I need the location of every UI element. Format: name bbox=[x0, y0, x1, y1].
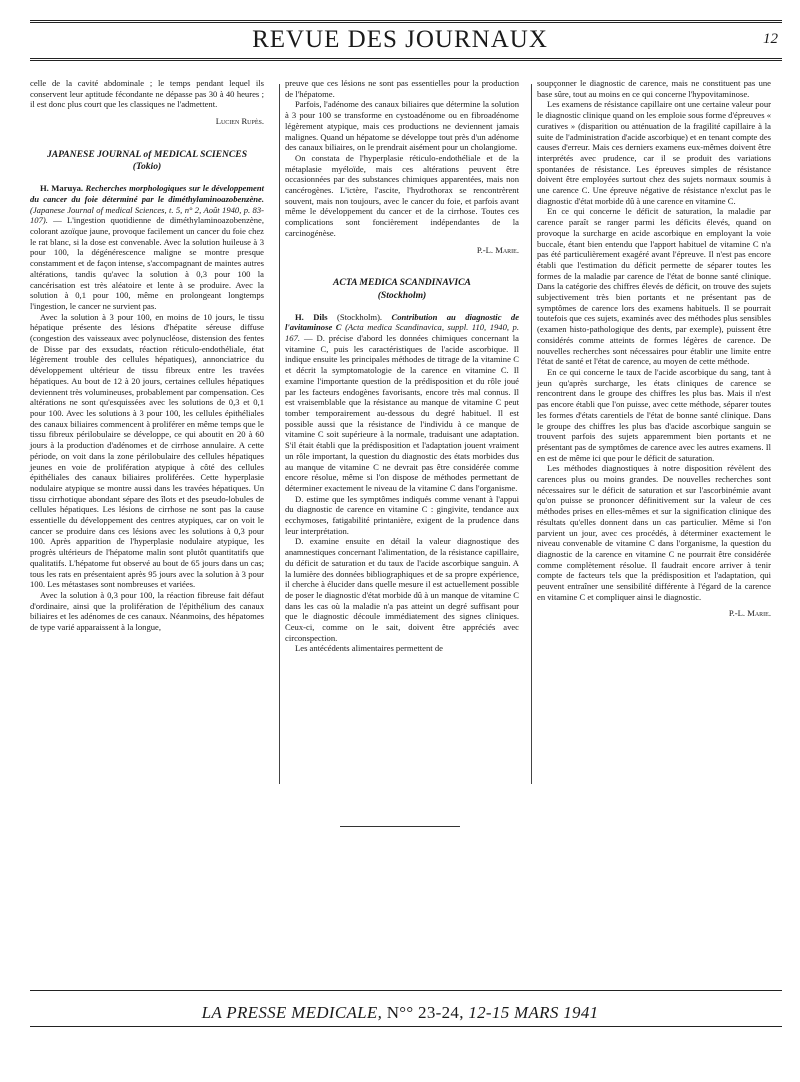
article-paragraph bbox=[285, 312, 519, 494]
footer-issue: N°° 23-24, bbox=[386, 1003, 464, 1022]
paragraph: Les méthodes diagnostiques à notre disposition révèlent des carences plus ou moins grandes. De nouvelles recherches sont nécessaires sur le déficit de saturation et sur l'ascorbinémie avant qu'on puisse se prononcer définitivement sur la valeur de ces méthodes prises en elles-mêmes et sur la signification clinique des résultats qu'elles donnent dans un cas particulier. Même si l'on parvient un jour, avec ces procédés, à déterminer exactement le niveau convenable de vitamine C dans l'organisme, la question du diagnostic de la carence en vitamine C ne pourrait être considérée comme complètement résolue. Il faudrait encore arriver à tenir compte de facteurs tels que la prédisposition et l'adaptation, qui peuvent entraîner une sensibilité différente à l'égard de la carence en vitamine C et compliquer ainsi le diagnostic. bbox=[537, 463, 771, 602]
header-top-rule bbox=[30, 20, 782, 23]
column-separator bbox=[531, 84, 532, 784]
paragraph: preuve que ces lésions ne sont pas essentielles pour la production de l'hépatome. bbox=[285, 78, 519, 99]
paragraph: D. estime que les symptômes indiqués comme venant à l'appui du diagnostic de carence en vitamine C : gingivite, tendance aux ecchymoses, fatigabilité printanière, exigent de la prudence dans leur interprétation. bbox=[285, 493, 519, 536]
author-name: H. Maruya. bbox=[40, 183, 84, 194]
author-name: H. Dils bbox=[295, 311, 328, 322]
paragraph: Parfois, l'adénome des canaux biliaires que détermine la solution à 3 pour 100 se transforme en cystoadénome ou en fibroadénome légèrement atypique, mais ces productions ne deviennent jamais malignes. Quand un hépatome se développe tout près d'un adénome des canaux biliaires, on le prendrait aisément pour un cholangiome. bbox=[285, 99, 519, 153]
column-separator bbox=[279, 84, 280, 784]
paragraph: Avec la solution à 3 pour 100, en moins de 10 jours, le tissu hépatique présente des lésions d'hépatite séreuse diffuse (congestion des vaisseaux avec polynucléose, distension des fentes de Disse par des exsudats, réaction réticulo-endothéliale, état légèrement trouble des cellules hépatiques), annonciatrice du développement ultérieur de tissu fibreux entre les travées hépatiques. Au bout de 12 à 20 jours, certaines cellules hépatiques deviennent très volumineuses, probablement par compensation. Ces altérations ne sont qu'esquissées avec les solutions de 0,3 et 0,1 pour 100. Avec les solutions à 3 pour 100, les cellules épithéliales des canaux biliaires commencent à proliférer en même temps que le tissu fibreux périlobulaire se développe, ce qui aboutit en 20 à 60 jours à la production d'adénomes et de cirrhose annulaire. A cette période, on voit dans la zone périlobulaire des cellules hépatiques jeunes en voie de prolifération atypique à côté des cellules épithéliales des canaux biliaires proliférées. Cette hyperplasie nodulaire atypique se montre aussi dans les travées hépatiques. Un tissu cirrhotique abondant sépare des îlots et des pseudo-lobules de cellules hépatiques. Les lésions de cirrhose ne sont pas la cause essentielle du développement des centres atypiques, car on voit le cancer se produire dans ces lésions avec les solutions à 0,3 pour 100. Après apparition de l'hyperplasie nodulaire atypique, les progrès ultérieurs de l'hépatome malin sont plutôt quantitatifs que qualitatifs. L'hépatome fut observé au bout de 65 jours dans un cas; tous les rats en présentaient après 95 jours avec la solution à 3 pour 100. Les métastases sont nombreuses et variées. bbox=[30, 311, 264, 590]
footer-journal: LA PRESSE MEDICALE, bbox=[201, 1003, 383, 1022]
article-paragraph bbox=[30, 183, 264, 311]
signature: P.-L. Marie. bbox=[728, 608, 771, 619]
page-number: 12 bbox=[763, 31, 778, 47]
author-place: (Stockholm). bbox=[336, 311, 383, 322]
paragraph: soupçonner le diagnostic de carence, mais ne constituent pas une base sûre, tout au moins en ce qui concerne l'hypovitaminose. bbox=[537, 78, 771, 99]
journal-title: JAPANESE JOURNAL of MEDICAL SCIENCES bbox=[46, 148, 248, 160]
column-1 bbox=[30, 78, 264, 633]
column-2 bbox=[285, 78, 519, 654]
footer-top-rule bbox=[30, 990, 782, 991]
article-title: Recherches morphologiques sur le développement du cancer du foie déterminé par le diméthylaminoazobenzène. bbox=[30, 183, 264, 204]
footer-date: 12-15 MARS 1941 bbox=[468, 1003, 599, 1022]
paragraph-body: — D. précise d'abord les données chimiques concernant la vitamine C, puis les caractéristiques de l'acide ascorbique. Il indique ensuite les principales méthodes de titrage de la vitamine C et décrit la symptomatologie de la carence en vitamine C. Il examine l'importante question de la prédisposition et du rôle joué par les facteurs endogènes favorisants, encore très mal connus. Il est vraisemblable que la résistance au manque de vitamine C peut tomber temporairement au-dessous du degré habituel. Il est possible aussi que la résistance de l'individu à ce manque de vitamine C soit supérieure à la normale, traduisant une adaptation. S'il était établi que la prédisposition et l'adaptation jouent vraiment un rôle important, la question du diagnostic des états morbides dus au manque de vitamine C ne devrait pas être considérée comme encore résolue, même si l'on dispose de méthodes permettant de déterminer exactement le niveau de la vitamine C dans l'organisme. bbox=[285, 333, 520, 493]
paragraph-body: — L'ingestion quotidienne de diméthylaminoazobenzène, colorant azoïque jaune, provoque facilement un cancer du foie chez le rat blanc, si la dose est convenable. Avec la solution huileuse à 3 pour 100, la dégénérescence maligne se montre presque constamment et de façon intense, s'accompagnant de maintes autres altérations, tandis qu'avec la solution à 0,3 pour 100 la cancérisation est très aléatoire et lente à se produire. Avec la solution à 0,1 pour 100, même en prolongeant longtemps l'ingestion, le cancer ne survient pas. bbox=[30, 215, 264, 311]
journal-place: (Tokio) bbox=[132, 161, 162, 173]
paragraph: Les examens de résistance capillaire ont une certaine valeur pour le diagnostic clinique quand on les emploie sous forme d'épreuves « curatives » (disparition ou atténuation de la fragilité capillaire à la suite de l'administration d'acide ascorbique) et en tenant compte des causes d'erreur. Mais ces derniers examens eux-mêmes doivent être interprétés avec prudence, car il se produit des variations spontanées de résistance. Les épreuves simples de résistance doivent être employées surtout chez des sujets normaux soumis à une carence C. Une épreuve négative de résistance n'exclut pas le diagnostic d'état morbide dû à une carence en vitamine C. bbox=[537, 99, 771, 206]
section-end-rule bbox=[340, 826, 460, 827]
paragraph: celle de la cavité abdominale ; le temps pendant lequel ils conservent leur aptitude fécondante ne dépasse pas 30 à 40 heures ; il est donc plus court que les classiques ne l'admettent. bbox=[30, 78, 264, 110]
journal-title: ACTA MEDICA SCANDINAVICA bbox=[333, 277, 471, 289]
paragraph: Les antécédents alimentaires permettent de bbox=[295, 643, 443, 654]
header-bottom-rule bbox=[30, 58, 782, 61]
citation: (Japanese Journal of medical Sciences, t. 5, n° 2, Août 1940, p. 83-107). bbox=[30, 204, 264, 226]
citation: (Acta medica Scandinavica, suppl. 110, 1940, p. 167. bbox=[285, 322, 520, 344]
paragraph: On constata de l'hyperplasie réticulo-endothéliale et de la métaplasie myéloïde, mais ces altérations peuvent être occasionnées par des substances chimiques apparentées, mais non cancérogènes. L'ictère, l'ascite, l'hydrothorax se rencontrèrent souvent, mais non toujours, avec le cancer du foie, et parfois avant même le développement du cancer et de la cirrhose. Toutes ces complications sont foncièrement indépendantes de la carcinogénèse. bbox=[285, 152, 519, 238]
signature: Lucien Rupès. bbox=[215, 116, 264, 127]
paragraph: En ce qui concerne le taux de l'acide ascorbique du sang, tant à jeun qu'après surcharge, les états cliniques de carence se rencontrent dans le groupe des chiffres les plus bas. Mais il n'est pas encore établi que l'on puisse, avec cette méthode, séparer toutes les formes d'états carentiels de l'état de bonne santé clinique. Dans le groupe des chiffres les plus bas d'acide ascorbique sanguin se trouvent parfois des sujets apparemment bien portants et ne présentant pas de symptômes de carence avec les autres examens. Il en est de même ici que pour le déficit de saturation. bbox=[537, 366, 771, 463]
page-footer bbox=[0, 1003, 800, 1023]
paragraph: D. examine ensuite en détail la valeur diagnostique des anamnestiques concernant l'alimentation, de la résistance capillaire, du déficit de saturation et du taux de l'acide ascorbique sanguin. A la lumière des données bibliographiques et de sa propre expérience, il cherche à élucider dans quelle mesure il est actuellement possible de poser le diagnostic d'état morbide dû à un manque de vitamine C dans les cas où la maladie n'a pas atteint un degré suffisant pour que le diagnostic découle immédiatement des signes cliniques. Ceux-ci, comme on le sait, doivent être appréciés avec circonspection. bbox=[285, 536, 519, 643]
article-title: Contribution au diagnostic de l'avitaminose C bbox=[285, 311, 520, 333]
signature: P.-L. Marie. bbox=[476, 244, 519, 255]
footer-bottom-rule bbox=[30, 1026, 782, 1027]
column-3 bbox=[537, 78, 771, 619]
paragraph: En ce qui concerne le déficit de saturation, la maladie par carence paraît se ranger parmi les déficits élevés, quand on provoque la surcharge en acide ascorbique en employant la voie buccale, étant bien entendu que l'apport habituel de vitamine C n'a pas été particulièrement exagéré avant l'épreuve. Il n'est pas encore établi que l'estimation du déficit permette de séparer toutes les formes de la maladie par carence de l'état de bonne santé clinique. Dans la catégorie des chiffres élevés de déficit, on trouve des sujets subjectivement très bien portants et ne présentant pas de symptômes de carence lors des examens habituels. Il se pourrait toutefois que ces sujets, examinés avec des méthodes plus sensibles (examen histo-pathologique des dents, par exemple), puissent être considérés comme atteints de formes légères de carence. De nouvelles recherches sont nécessaires pour établir une limite entre l'état de santé et l'état de carence, au moyen de cette méthode. bbox=[537, 206, 771, 367]
paragraph: Avec la solution à 0,3 pour 100, la réaction fibreuse fait défaut d'ordinaire, ainsi que la prolifération de l'épithélium des canaux biliaires et les adénomes de ces canaux. Néanmoins, des hépatomes de type varié apparaissent à la longue, bbox=[30, 589, 264, 633]
journal-place: (Stockholm) bbox=[377, 289, 427, 301]
page-header-title: REVUE DES JOURNAUX bbox=[252, 26, 548, 53]
